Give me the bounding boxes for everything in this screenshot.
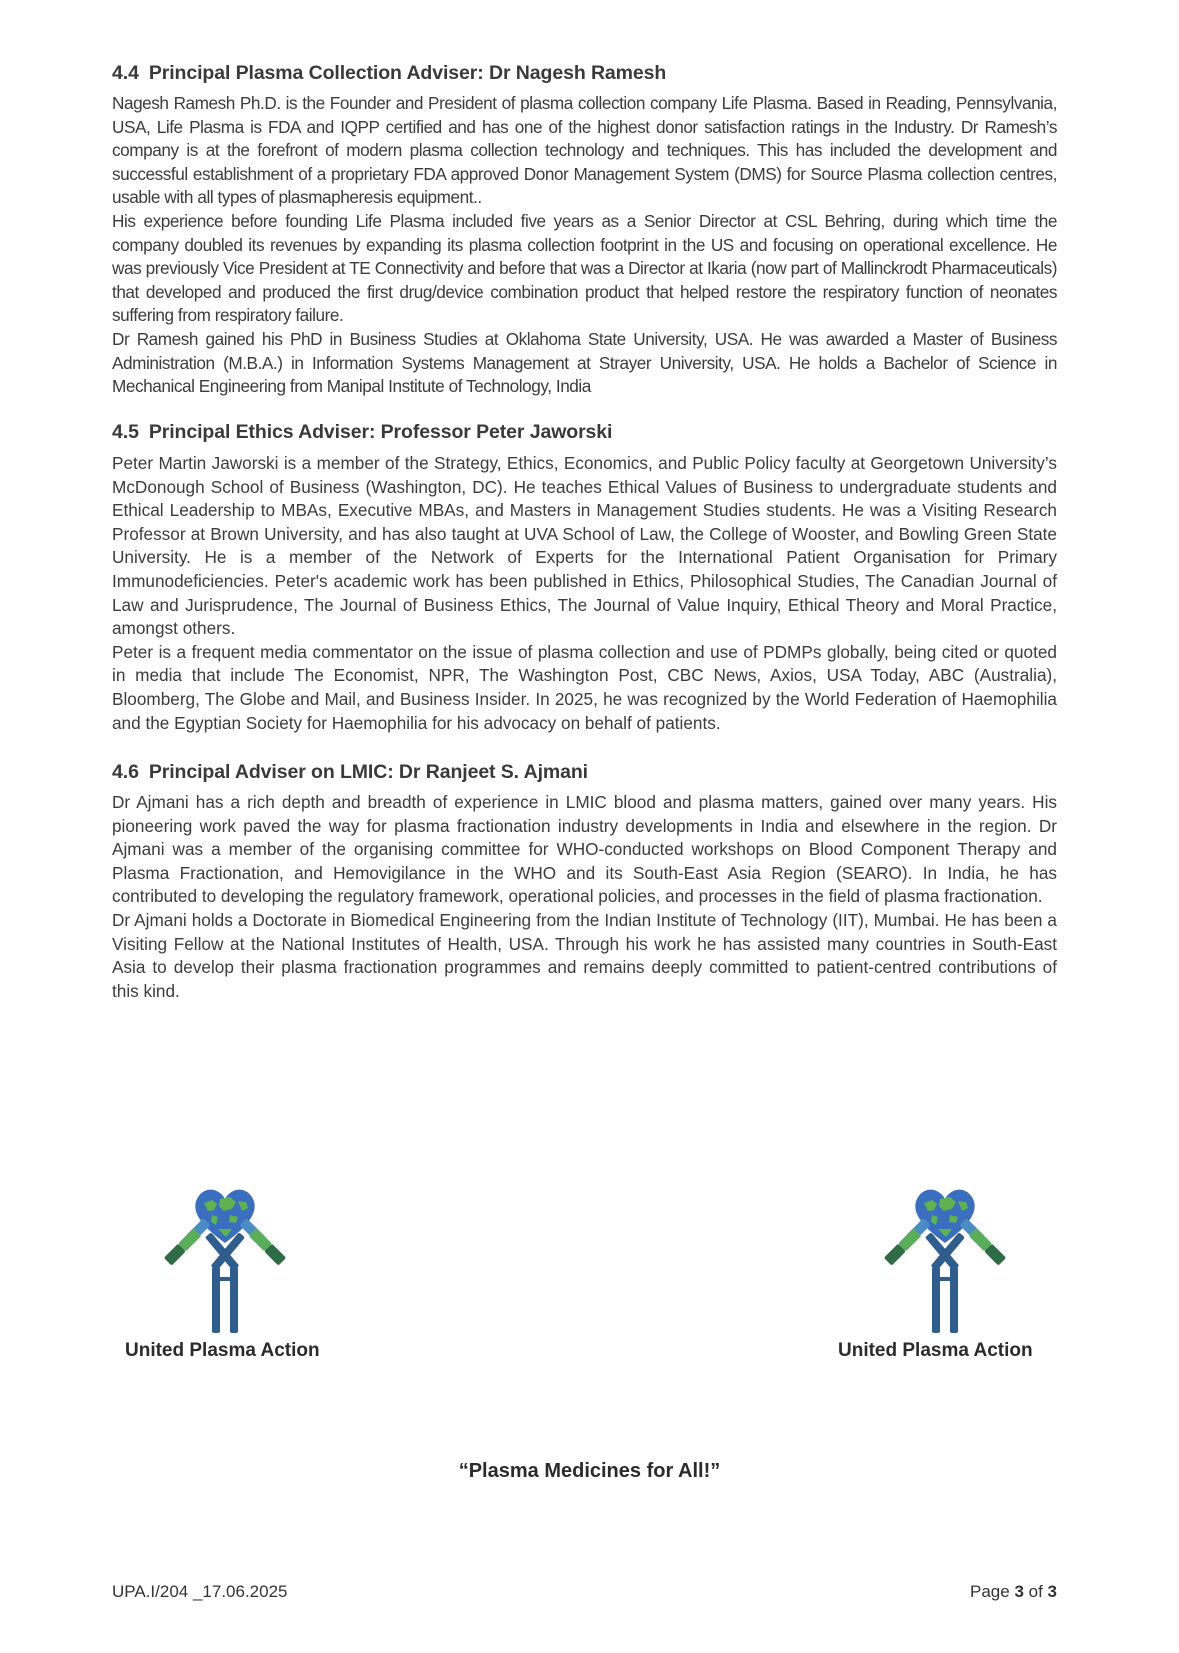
section-title: Principal Plasma Collection Adviser: Dr Nagesh Ramesh [148, 62, 667, 84]
page-prefix: Page [970, 1582, 1015, 1601]
paragraph: Peter is a frequent media commentator on the issue of plasma collection and use of PDMPs globally, being cited or quoted in media that include The Economist, NPR, The Washington Post, CBC News, Axios, USA Today, ABC (Australia), Bloomberg, The Globe and Mail, and Business Insider. In 2025, he was recognized by the World Federation of Haemophilia and the Egyptian Society for Haemophilia for his advocacy on behalf of patients. [112, 641, 1057, 733]
paragraph: Dr Ajmani holds a Doctorate in Biomedical Engineering from the Indian Institute of Technology (IIT), Mumbai. He has been a Visiting Fellow at the National Institutes of Health, USA. Through his work he has assisted many countries in South-East Asia to develop their plasma fractionation programmes and remains deeply committed to patient-centred contributions of this kind. [112, 909, 1057, 1001]
document-reference: UPA.I/204 _17.06.2025 [112, 1582, 288, 1601]
united-plasma-action-logo-right [880, 1185, 1010, 1335]
section-body-4-6 [112, 791, 1057, 1003]
section-heading-4-4 [112, 62, 666, 85]
section-number: 4.4 [112, 62, 139, 84]
tagline: “Plasma Medicines for All!” [458, 1460, 721, 1482]
section-body-4-5 [112, 452, 1057, 735]
section-heading-4-5 [112, 421, 612, 444]
paragraph: Nagesh Ramesh Ph.D. is the Founder and President of plasma collection company Life Plasma. Based in Reading, Pennsylvania, USA, Life Plasma is FDA and IQPP certified and has one of the highest donor satisfaction ratings in the Industry. Dr Ramesh’s company is at the forefront of modern plasma collection technology and techniques. This has included the development and successful establishment of a proprietary FDA approved Donor Management System (DMS) for Source Plasma collection centres, usable with all types of plasmapheresis equipment.. [112, 93, 1057, 208]
paragraph: Dr Ajmani has a rich depth and breadth of experience in LMIC blood and plasma matters, gained over many years. His pioneering work paved the way for plasma fractionation industry developments in India and elsewhere in the region. Dr Ajmani was a member of the organising committee for WHO-conducted workshops on Blood Component Therapy and Plasma Fractionation, and Hemovigilance in the WHO and its South-East Asia Region (SEARO). In India, he has contributed to developing the regulatory framework, operational policies, and processes in the field of plasma fractionation. [112, 792, 1057, 907]
section-number: 4.6 [112, 761, 139, 783]
section-title: Principal Adviser on LMIC: Dr Ranjeet S. Ajmani [148, 761, 589, 783]
page-number [970, 1582, 1057, 1602]
logo-label-right: United Plasma Action [838, 1340, 1033, 1361]
antibody-heart-globe-icon [160, 1185, 290, 1335]
antibody-heart-globe-icon [880, 1185, 1010, 1335]
united-plasma-action-logo-left [160, 1185, 290, 1335]
paragraph: His experience before founding Life Plasma included five years as a Senior Director at CSL Behring, during which time the company doubled its revenues by expanding its plasma collection footprint in the US and focusing on operational excellence. He was previously Vice President at TE Connectivity and before that was a Director at Ikaria (now part of Mallinckrodt Pharmaceuticals) that developed and produced the first drug/device combination product that helped restore the respiratory function of neonates suffering from respiratory failure. [112, 210, 1057, 326]
paragraph: Peter Martin Jaworski is a member of the Strategy, Ethics, Economics, and Public Policy faculty at Georgetown University’s McDonough School of Business (Washington, DC). He teaches Ethical Values of Business to undergraduate students and Ethical Leadership to MBAs, Executive MBAs, and Masters in Management Studies students. He was a Visiting Research Professor at Brown University, and has also taught at UVA School of Law, the College of Wooster, and Bowling Green State University. He is a member of the Network of Experts for the International Patient Organisation for Primary Immunodeficiencies. Peter's academic work has been published in Ethics, Philosophical Studies, The Canadian Journal of Law and Jurisprudence, The Journal of Business Ethics, The Journal of Value Inquiry, Ethical Theory and Moral Practice, amongst others. [112, 453, 1057, 639]
section-body-4-4 [112, 92, 1057, 399]
page-of: of [1023, 1582, 1048, 1601]
section-title: Principal Ethics Adviser: Professor Peter Jaworski [148, 421, 613, 443]
section-number: 4.5 [112, 421, 139, 443]
page-current: 3 [1014, 1582, 1024, 1601]
page-total: 3 [1047, 1582, 1057, 1601]
paragraph: Dr Ramesh gained his PhD in Business Studies at Oklahoma State University, USA. He was awarded a Master of Business Administration (M.B.A.) in Information Systems Management at Strayer University, USA. He holds a Bachelor of Science in Mechanical Engineering from Manipal Institute of Technology, India [112, 328, 1057, 397]
logo-label-left: United Plasma Action [125, 1340, 320, 1361]
section-heading-4-6 [112, 761, 588, 784]
